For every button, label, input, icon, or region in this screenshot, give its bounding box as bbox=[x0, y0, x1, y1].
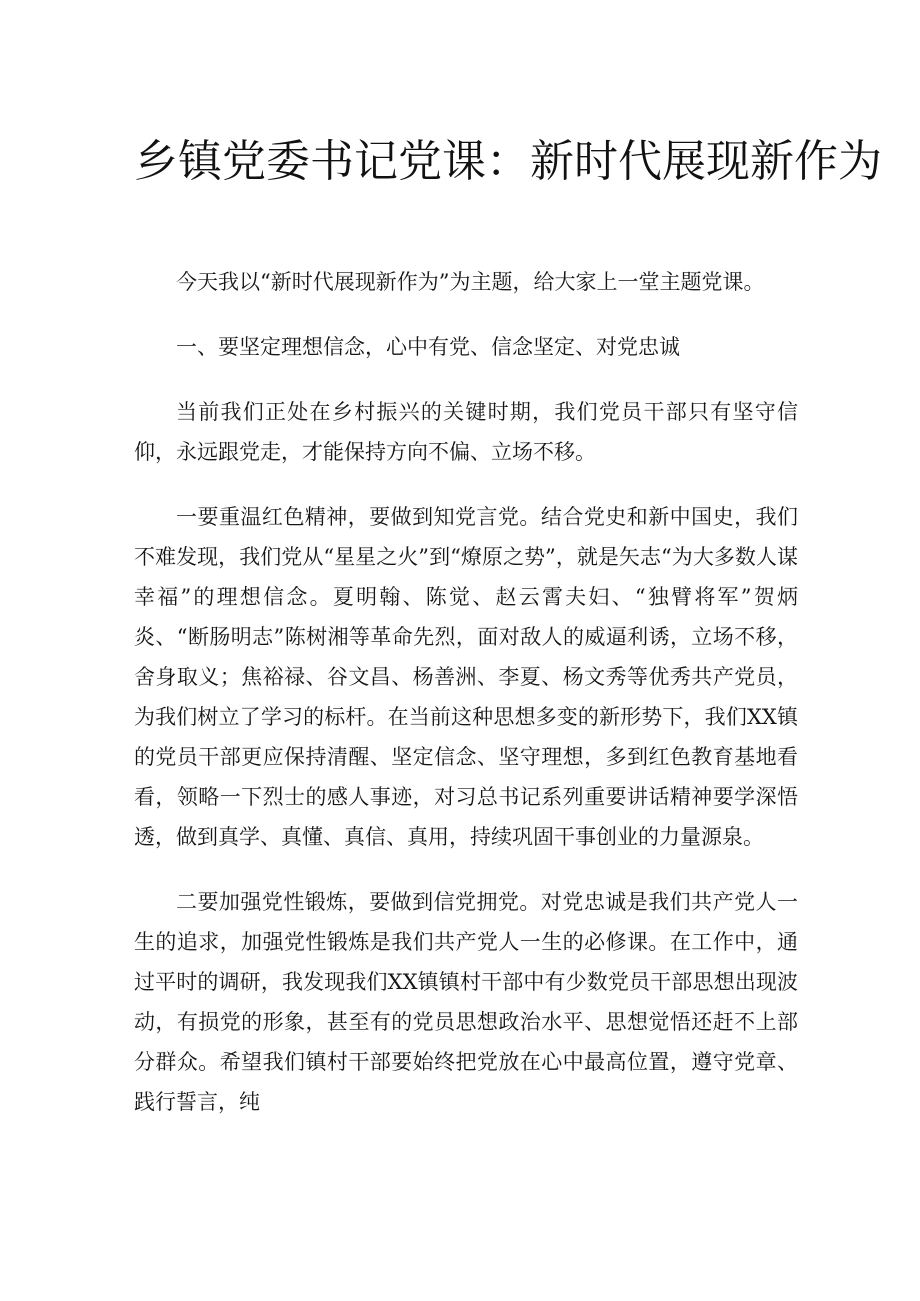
document-title: 乡镇党委书记党课：新时代展现新作为 bbox=[134, 136, 882, 187]
paragraph-section-heading: 一、要坚定理想信念，心中有党、信念坚定、对党忠诚 bbox=[176, 335, 680, 359]
document-body bbox=[134, 262, 798, 1147]
paragraph-point-two: 二要加强党性锻炼，要做到信党拥党。对党忠诚是我们共产党人一生的追求，加强党性锻炼是我们共产党人一生的必修课。在工作中，通过平时的调研，我发现我们XX镇镇村干部中有少数党员干部思想出现波动，有损党的形象，甚至有的党员思想政治水平、思想觉悟还赶不上部分群众。希望我们镇村干部要始终把党放在心中最高位置，遵守党章、践行誓言，纯 bbox=[134, 890, 798, 1114]
paragraph-context: 当前我们正处在乡村振兴的关键时期，我们党员干部只有坚守信仰，永远跟党走，才能保持方向不偏、立场不移。 bbox=[134, 400, 798, 464]
paragraph-intro: 今天我以“新时代展现新作为”为主题，给大家上一堂主题党课。 bbox=[176, 270, 765, 294]
paragraph-point-one: 一要重温红色精神，要做到知党言党。结合党史和新中国史，我们不难发现，我们党从“星星之火”到“燎原之势”，就是矢志“为大多数人谋幸福”的理想信念。夏明翰、陈觉、赵云霄夫妇、“独臂将军”贺炳炎、“断肠明志”陈树湘等革命先烈，面对敌人的威逼利诱，立场不移，舍身取义；焦裕禄、谷文昌、杨善洲、李夏、杨文秀等优秀共产党员，为我们树立了学习的标杆。在当前这种思想多变的新形势下，我们XX镇的党员干部更应保持清醒、坚定信念、坚守理想，多到红色教育基地看看，领略一下烈士的感人事迹，对习总书记系列重要讲话精神要学深悟透，做到真学、真懂、真信、真用，持续巩固干事创业的力量源泉。 bbox=[134, 505, 798, 849]
